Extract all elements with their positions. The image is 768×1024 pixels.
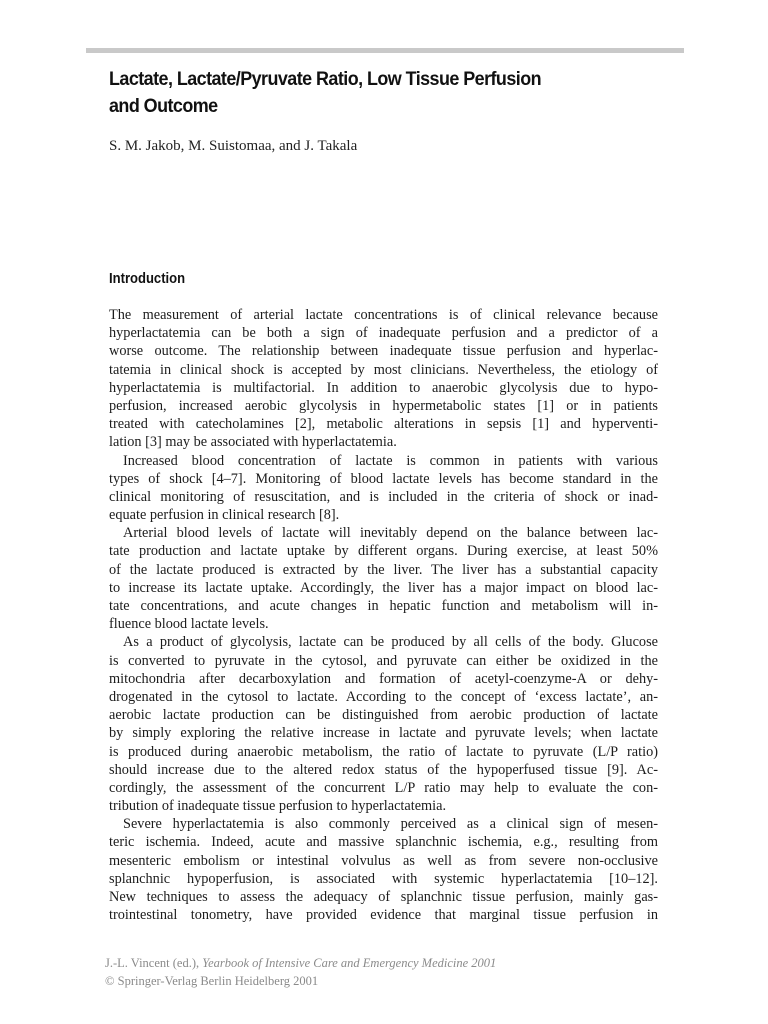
- text-line: splanchnic hypoperfusion, is associated with systemic hyperlactatemia [10–12].: [109, 870, 658, 887]
- text-line: tribution of inadequate tissue perfusion to hyperlactatemia.: [109, 798, 447, 815]
- text-line: tate production and lactate uptake by different organs. During exercise, at least 50%: [109, 543, 658, 560]
- text-line: clinical monitoring of resuscitation, and is included in the criteria of shock or inad-: [109, 488, 658, 505]
- text-line: trointestinal tonometry, have provided evidence that marginal tissue perfusion in: [109, 907, 658, 924]
- text-line: As a product of glycolysis, lactate can be produced by all cells of the body. Glucose: [123, 634, 658, 651]
- text-line: to increase its lactate uptake. Accordingly, the liver has a major impact on blood lac-: [109, 579, 658, 596]
- text-line: tatemia in clinical shock is accepted by most clinicians. Nevertheless, the etiology of: [109, 361, 658, 378]
- text-line: hyperlactatemia is multifactorial. In addition to anaerobic glycolysis due to hypo-: [109, 379, 658, 396]
- text-line: is converted to pyruvate in the cytosol, and pyruvate can either be oxidized in the: [109, 652, 658, 669]
- page-footer: [105, 954, 496, 990]
- book-title: Yearbook of Intensive Care and Emergency Medicine 2001: [202, 956, 497, 970]
- text-line: aerobic lactate production can be distinguished from aerobic production of lactate: [109, 707, 658, 724]
- text-line: worse outcome. The relationship between inadequate tissue perfusion and hyperlac-: [109, 343, 658, 360]
- text-line: Increased blood concentration of lactate is common in patients with various: [123, 452, 658, 469]
- top-rule: [86, 48, 684, 53]
- text-line: treated with catecholamines [2], metabolic alterations in sepsis [1] and hyperventi-: [109, 416, 658, 433]
- editor-text: J.-L. Vincent (ed.),: [105, 956, 200, 970]
- text-line: fluence blood lactate levels.: [109, 616, 269, 633]
- article-title: [109, 66, 624, 120]
- text-line: teric ischemia. Indeed, acute and massive splanchnic ischemia, e.g., resulting from: [109, 834, 658, 851]
- text-line: Severe hyperlactatemia is also commonly perceived as a clinical sign of mesen-: [123, 816, 658, 833]
- text-line: by simply exploring the relative increase in lactate and pyruvate levels; when lactate: [109, 725, 658, 742]
- title-line: Lactate, Lactate/Pyruvate Ratio, Low Tissue Perfusion: [109, 68, 542, 90]
- text-line: Arterial blood levels of lactate will inevitably depend on the balance between lac-: [123, 525, 658, 542]
- text-line: hyperlactatemia can be both a sign of inadequate perfusion and a predictor of a: [109, 325, 658, 342]
- text-line: should increase due to the altered redox status of the hypoperfused tissue [9]. Ac-: [109, 761, 658, 778]
- text-line: is produced during anaerobic metabolism, the ratio of lactate to pyruvate (L/P ratio): [109, 743, 658, 760]
- text-line: of the lactate produced is extracted by the liver. The liver has a substantial capacity: [109, 561, 658, 578]
- title-line: and Outcome: [109, 95, 218, 117]
- text-line: cordingly, the assessment of the concurrent L/P ratio may help to evaluate the con-: [109, 779, 658, 796]
- text-line: The measurement of arterial lactate concentrations is of clinical relevance because: [109, 307, 658, 323]
- text-line: New techniques to assess the adequacy of splanchnic tissue perfusion, mainly gas-: [109, 889, 658, 905]
- citation-line: [105, 954, 496, 972]
- text-line: perfusion, increased aerobic glycolysis in hypermetabolic states [1] or in patients: [109, 397, 658, 414]
- text-line: mitochondria after decarboxylation and formation of acetyl-coenzyme-A or dehy-: [109, 670, 658, 687]
- text-line: mesenteric embolism or intestinal volvulus as well as from severe non-occlusive: [109, 852, 658, 869]
- text-line: equate perfusion in clinical research [8].: [109, 507, 340, 524]
- body-text: [109, 306, 658, 924]
- author-list: S. M. Jakob, M. Suistomaa, and J. Takala: [109, 138, 358, 154]
- text-line: lation [3] may be associated with hyperlactatemia.: [109, 434, 397, 451]
- text-line: tate concentrations, and acute changes in hepatic function and metabolism will in-: [109, 598, 658, 614]
- text-line: drogenated in the cytosol to lactate. According to the concept of ‘excess lactate’, an-: [109, 688, 658, 705]
- section-heading: Introduction: [109, 271, 186, 287]
- text-line: types of shock [4–7]. Monitoring of blood lactate levels has become standard in the: [109, 470, 658, 487]
- copyright-line: © Springer-Verlag Berlin Heidelberg 2001: [105, 974, 319, 988]
